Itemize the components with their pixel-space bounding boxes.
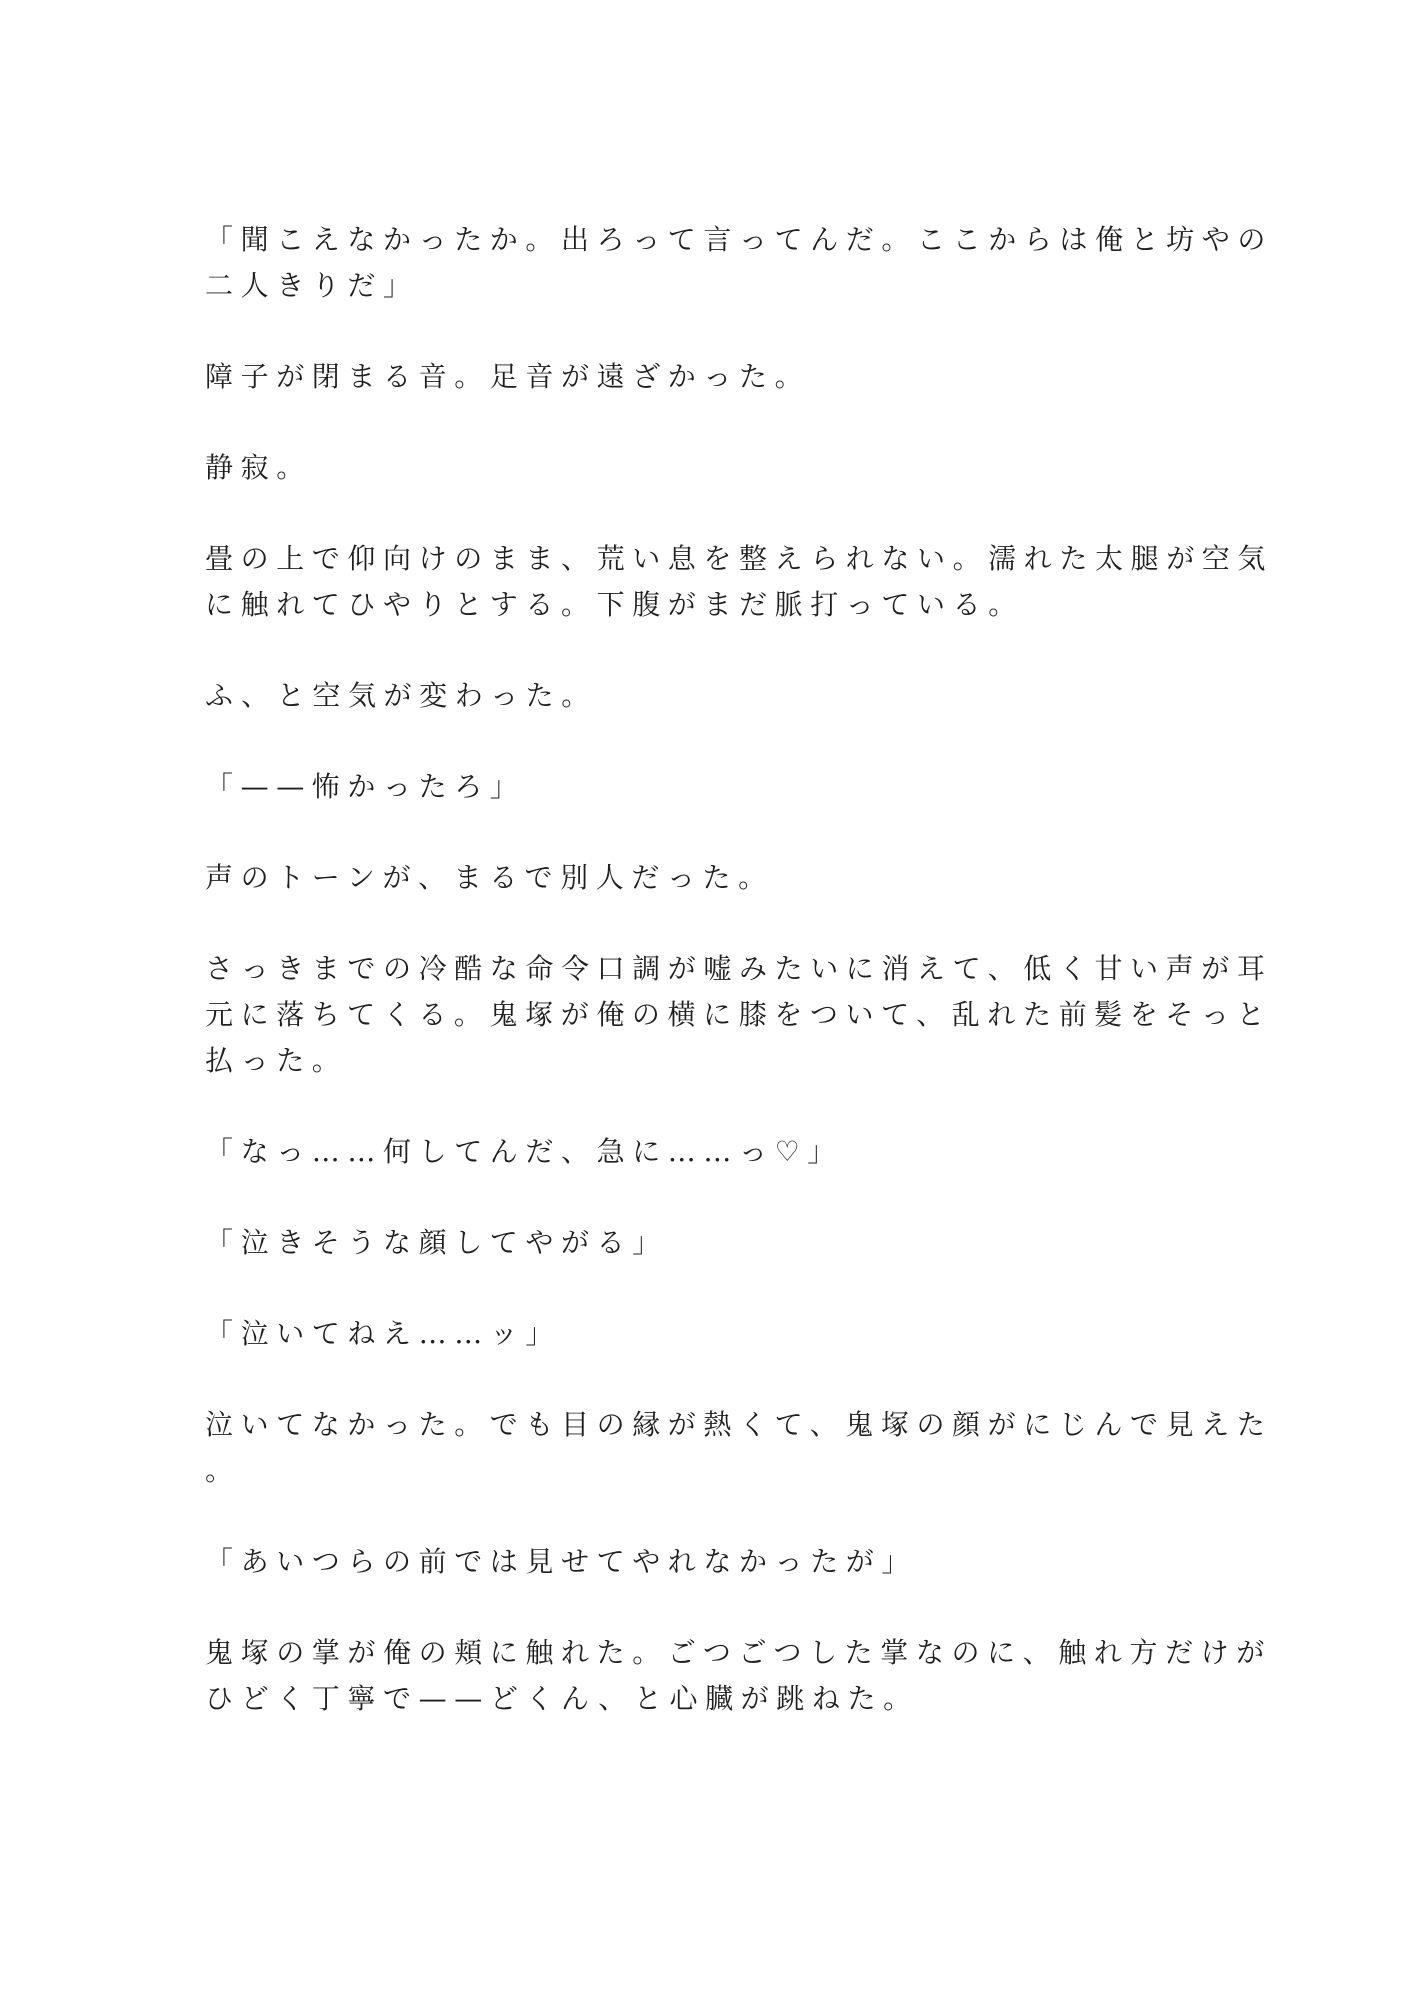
text-line: 二人きりだ」 <box>205 269 419 302</box>
paragraph-14 <box>205 1630 1272 1722</box>
text-line: 静寂。 <box>205 451 312 484</box>
text-line: 「泣いてねえ……ッ」 <box>205 1317 562 1350</box>
text-line: 鬼塚の掌が俺の頬に触れた。ごつごつした掌なのに、触れ方だけが <box>205 1636 1272 1669</box>
paragraph-5 <box>205 673 1205 719</box>
text-line: 元に落ちてくる。鬼塚が俺の横に膝をついて、乱れた前髪をそっと <box>205 998 1273 1031</box>
paragraph-12 <box>205 1402 1273 1494</box>
paragraph-11 <box>205 1311 1205 1357</box>
text-line: 「なっ……何してんだ、急に……っ♡」 <box>205 1135 843 1168</box>
text-line: 障子が閉まる音。足音が遠ざかった。 <box>205 360 811 393</box>
paragraph-6 <box>205 764 1205 810</box>
novel-text-body <box>205 217 1274 1767</box>
text-line: 「泣きそうな顔してやがる」 <box>205 1226 668 1259</box>
paragraph-4 <box>205 536 1274 628</box>
paragraph-8 <box>205 946 1273 1084</box>
text-line: 声のトーンが、まるで別人だった。 <box>205 861 774 894</box>
text-line: 。 <box>205 1454 241 1487</box>
text-line: 「あいつらの前では見せてやれなかったが」 <box>205 1545 918 1578</box>
paragraph-13 <box>205 1539 1205 1585</box>
text-line: に触れてひやりとする。下腹がまだ脈打っている。 <box>205 588 1024 621</box>
text-line: 払った。 <box>205 1044 348 1077</box>
paragraph-1 <box>205 217 1274 309</box>
paragraph-10 <box>205 1220 1205 1266</box>
text-line: 泣いてなかった。でも目の縁が熱くて、鬼塚の顔がにじんで見えた <box>205 1408 1273 1441</box>
paragraph-3 <box>205 445 1205 491</box>
text-line: 「——怖かったろ」 <box>205 770 526 803</box>
text-line: 畳の上で仰向けのまま、荒い息を整えられない。濡れた太腿が空気 <box>205 542 1274 575</box>
paragraph-2 <box>205 354 1205 400</box>
paragraph-7 <box>205 855 1205 901</box>
text-line: ひどく丁寧で——どくん、と心臓が跳ねた。 <box>205 1682 919 1715</box>
paragraph-9 <box>205 1129 1205 1175</box>
text-line: 「聞こえなかったか。出ろって言ってんだ。ここからは俺と坊やの <box>205 223 1274 256</box>
text-line: ふ、と空気が変わった。 <box>205 679 597 712</box>
text-line: さっきまでの冷酷な命令口調が嘘みたいに消えて、低く甘い声が耳 <box>205 952 1273 985</box>
